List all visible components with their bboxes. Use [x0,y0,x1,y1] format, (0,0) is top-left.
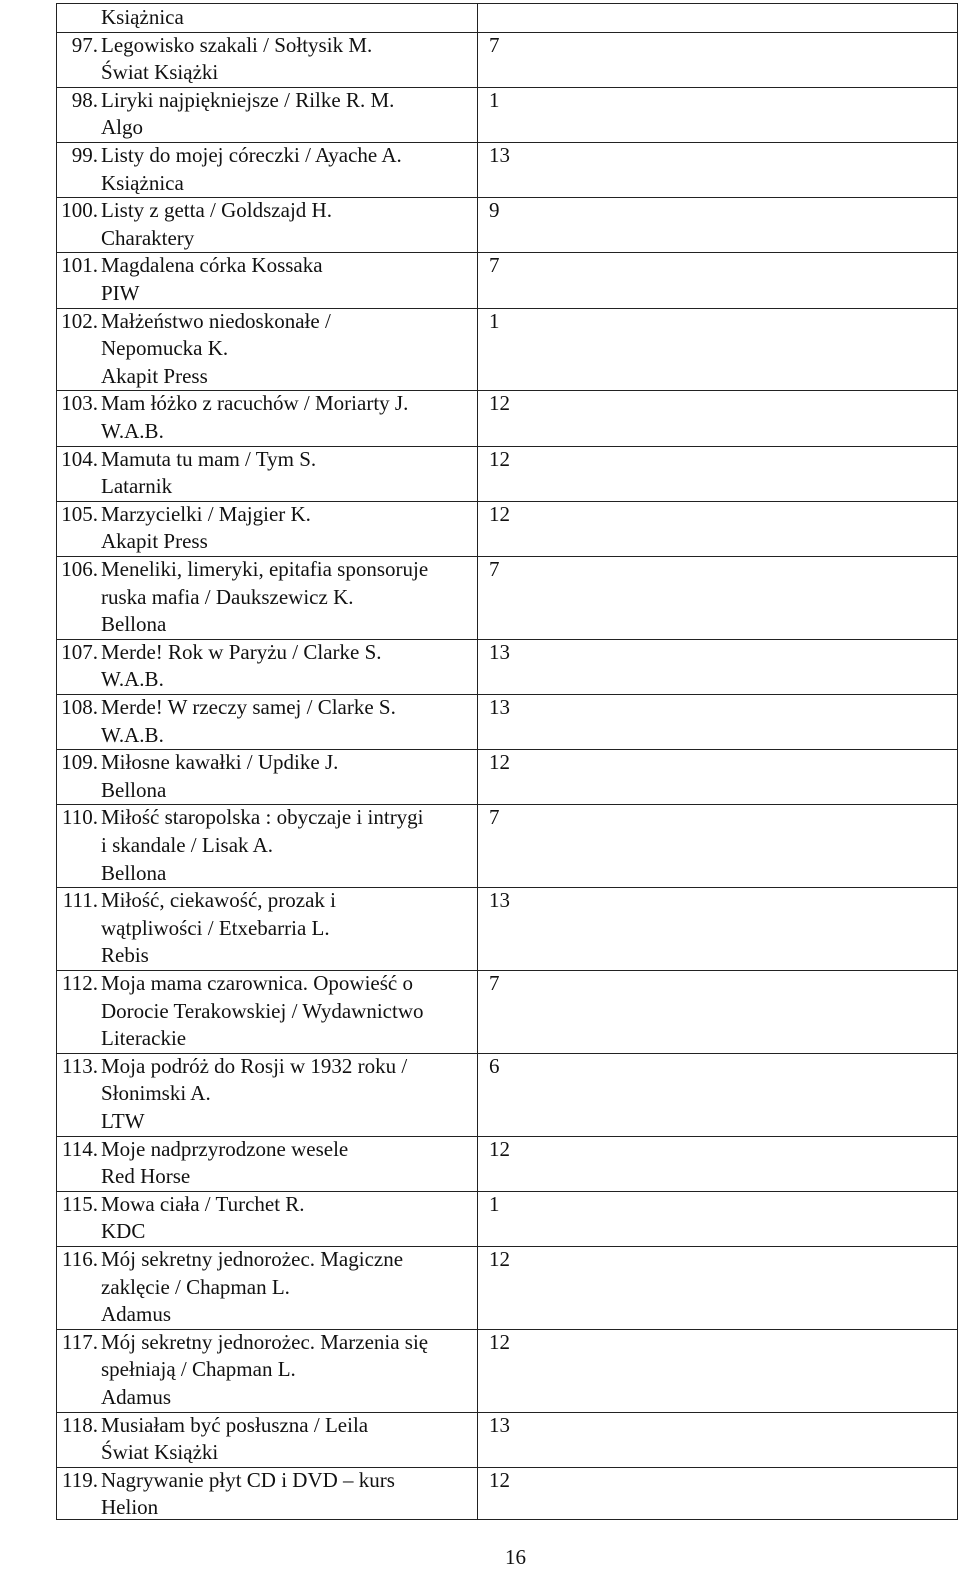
entry-title-line: Helion [101,1495,159,1520]
table-row [57,32,957,87]
entry-title [101,1467,395,1522]
entry-number: 114. [62,1136,98,1161]
entry-number: 112. [62,971,98,995]
entry-title [101,1329,428,1412]
entry-title-line: W.A.B. [101,722,164,747]
entry-quantity: 1 [489,87,500,112]
table-row [57,1191,957,1246]
entry-title [101,970,424,1053]
entry-title [101,749,338,804]
entry-title-line: Magdalena córka Kossaka [101,253,323,278]
entry-title-line: Adamus [101,1302,171,1327]
entry-number: 101. [61,253,98,278]
entry-title-line: Moja mama czarownica. Opowieść o [101,971,413,995]
entry-number: 116. [62,1247,98,1271]
entry-number: 100. [61,198,98,223]
entry-quantity: 12 [489,1329,510,1354]
entry-title-line: Akapit Press [101,529,208,554]
table-row [57,694,957,749]
table-row [57,1053,957,1136]
entry-quantity: 13 [489,143,510,167]
entry-title [101,1053,407,1136]
entry-title [101,1412,368,1467]
entry-number: 113. [62,1053,98,1078]
entry-number: 118. [62,1412,98,1437]
entry-title-line: Bellona [101,777,167,802]
entry-title-line: Moja podróż do Rosji w 1932 roku / [101,1053,408,1078]
entry-title [101,804,424,887]
entry-title-line: Małżeństwo niedoskonałe / [101,308,331,333]
table-row [57,1329,957,1412]
entry-title [101,887,336,970]
book-table [56,3,958,1520]
entry-title-line: Listy do mojej córeczki / Ayache A. [101,143,402,167]
table-row [57,142,957,197]
entry-title-line: Latarnik [101,474,173,499]
entry-title-line: Nepomucka K. [101,336,229,361]
table-row [57,749,957,804]
entry-title-line: Dorocie Terakowskiej / Wydawnictwo [101,998,424,1023]
entry-quantity: 12 [489,391,510,416]
entry-title-line: Listy z getta / Goldszajd H. [101,198,332,223]
entry-title-line: Świat Książki [101,60,219,85]
entry-title-line: Mam łóżko z racuchów / Moriarty J. [101,391,409,416]
table-row [57,556,957,639]
entry-title-line: Rebis [101,943,149,968]
entry-title-line: Mowa ciała / Turchet R. [101,1191,305,1216]
carryover-text: Książnica [101,5,184,29]
entry-title [101,446,316,501]
entry-title-line: Musiałam być posłuszna / Leila [101,1412,369,1437]
entry-title-line: wątpliwości / Etxebarria L. [101,915,330,940]
entry-title-line: Bellona [101,860,167,885]
entry-quantity: 12 [489,501,510,526]
entry-title [101,252,323,307]
table-row [57,501,957,556]
entry-title [101,142,402,197]
table-row [57,87,957,142]
table-row [57,970,957,1053]
table-row [57,1467,957,1522]
entry-number: 99. [71,143,98,167]
entry-title [101,87,394,142]
entry-number: 108. [61,695,98,719]
entry-title-line: Nagrywanie płyt CD i DVD – kurs [101,1467,395,1492]
entry-title-line: Miłosne kawałki / Updike J. [101,750,339,775]
entry-quantity: 1 [489,1191,500,1216]
entry-title [101,1246,403,1329]
table-row [57,804,957,887]
table-row [57,1246,957,1329]
entry-title [101,694,396,749]
entry-title-line: KDC [101,1219,146,1244]
entry-quantity: 13 [489,695,510,719]
entry-quantity: 12 [489,1247,510,1271]
table-row [57,308,957,391]
entry-title-line: Książnica [101,170,184,195]
table-row [57,446,957,501]
entry-title-line: Bellona [101,612,167,637]
entry-title-line: ruska mafia / Daukszewicz K. [101,584,354,609]
entry-number: 105. [61,501,98,526]
entry-title [101,32,372,87]
table-row [57,390,957,445]
entry-number: 117. [62,1329,98,1354]
table-row [57,639,957,694]
entry-quantity: 7 [489,805,500,830]
entry-number: 111. [62,888,98,913]
entry-title-line: W.A.B. [101,418,164,443]
entry-quantity: 12 [489,1467,510,1492]
entry-title [101,1136,348,1191]
entry-title [101,1191,305,1246]
entry-title-line: i skandale / Lisak A. [101,832,274,857]
entry-title-line: spełniają / Chapman L. [101,1357,296,1382]
entry-number: 98. [71,87,98,112]
entry-title [101,308,331,391]
entry-number: 107. [61,639,98,664]
entry-quantity: 7 [489,971,500,995]
entry-quantity: 13 [489,1412,510,1437]
entry-title [101,197,332,252]
entry-title-line: Adamus [101,1384,171,1409]
entry-number: 103. [61,391,98,416]
entry-title-line: Meneliki, limeryki, epitafia sponsoruje [101,557,429,581]
entry-title-line: zaklęcie / Chapman L. [101,1274,290,1299]
entry-title-line: Świat Książki [101,1440,219,1465]
entry-title-line: Miłość staropolska : obyczaje i intrygi [101,805,424,830]
entry-title-line: Mamuta tu mam / Tym S. [101,446,317,471]
entry-title-line: Moje nadprzyrodzone wesele [101,1136,349,1161]
entry-quantity: 13 [489,639,510,664]
entry-title-line: Algo [101,115,143,140]
entry-quantity: 13 [489,888,510,913]
entry-quantity: 12 [489,750,510,775]
entry-title-line: LTW [101,1108,145,1133]
entry-quantity: 9 [489,198,500,223]
entry-title-line: Słonimski A. [101,1081,211,1106]
entry-title-line: W.A.B. [101,667,164,692]
entry-title-line: Marzycielki / Majgier K. [101,501,311,526]
entry-number: 110. [62,805,98,830]
entry-number: 106. [61,557,98,581]
entry-title-line: Liryki najpiękniejsze / Rilke R. M. [101,87,395,112]
table-row [57,1412,957,1467]
entry-number: 119. [62,1467,98,1492]
entry-title-line: Literackie [101,1026,187,1051]
entry-title-line: Miłość, ciekawość, prozak i [101,888,337,913]
entry-number: 104. [61,446,98,471]
entry-title-line: Charaktery [101,225,195,250]
entry-title-line: Mój sekretny jednorożec. Marzenia się [101,1329,429,1354]
entry-title-line: Red Horse [101,1164,191,1189]
table-row [57,887,957,970]
entry-quantity: 12 [489,1136,510,1161]
entry-title [101,639,382,694]
entry-title-line: PIW [101,280,140,305]
entry-number: 115. [62,1191,98,1216]
entry-title-line: Legowisko szakali / Sołtysik M. [101,32,373,57]
entry-number: 102. [61,308,98,333]
entry-title-line: Merde! W rzeczy samej / Clarke S. [101,695,396,719]
entry-title-line: Merde! Rok w Paryżu / Clarke S. [101,639,382,664]
entry-title [101,556,428,639]
page-number: 16 [505,1545,526,1569]
entry-quantity: 12 [489,446,510,471]
entry-title [101,501,311,556]
entry-title-line: Mój sekretny jednorożec. Magiczne [101,1247,404,1271]
entry-quantity: 7 [489,253,500,278]
entry-quantity: 6 [489,1053,500,1078]
table-row [57,197,957,252]
entry-title-line: Akapit Press [101,363,208,388]
entry-number: 97. [71,32,98,57]
entry-quantity: 7 [489,557,500,581]
entry-quantity: 1 [489,308,500,333]
entry-quantity: 7 [489,32,500,57]
entry-title [101,390,408,445]
entry-number: 109. [61,750,98,775]
table-row [57,1136,957,1191]
table-row [57,252,957,307]
